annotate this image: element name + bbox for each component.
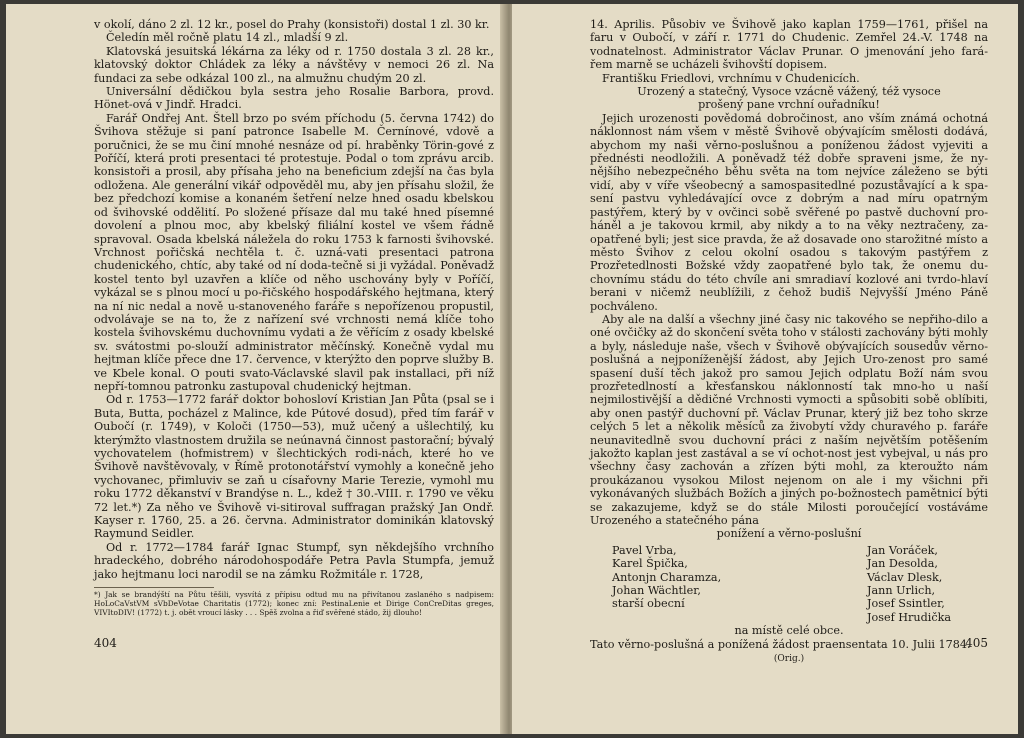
paragraph: 14. Aprilis. Působiv ve Švihově jako kaplan 1759—1761, přišel na faru v Oubočí, v září r. 1771 do Chudenic. Zemřel 24.-V. 1748 na vodnatelnost. Administrator Václav Prunar. O jmenování jeho fará-řem marně se ucházeli švihovští dopisem.: [590, 18, 988, 72]
page-number: 405: [965, 636, 988, 650]
signatory: Antonjn Charamza,: [612, 570, 722, 584]
signatory: Johan Wächtler,: [612, 584, 701, 598]
right-page: [512, 4, 1018, 734]
paragraph: Od r. 1753—1772 farář doktor bohosloví Kristian Jan Půta (psal se i Buta, Butta, pocházel z Malince, kde Pútové dosud), před tím farář v Oubočí (r. 1749), v Koloči (1750—53), muž učený a ušlechtilý, ku kterýmžto vlastnostem družila se neúnavná činnost pastorační; bývalý vychovatelem (hofmistrem) v šlechtických rodi-nách, které ho ve Švihově navštěvovaly, v Římě protonotářství vymohly a konečně jeho vychovanec, přimluviv se zaň u císařovny Marie Terezie, vymohl mu roku 1772 děkanství v Brandýse n. L., kdež † 30.-VIII. r. 1790 ve věku 72 let.*) Za něho ve Švihově vi-sitiroval suffragan pražský Jan Ondř. Kayser r. 1760, 25. a 26. června. Administrator dominikán klatovský Raymund Seidler.: [94, 393, 494, 541]
paragraph: Klatovská jesuitská lékárna za léky od r. 1750 dostala 3 zl. 28 kr., klatovský doktor Chládek za léky a návštěvy v nemoci 26 zl. Na fundaci za sebe odkázal 100 zl., na almužnu chudým 20 zl.: [94, 44, 494, 85]
signatory: Jan Desolda,: [867, 557, 938, 571]
salutation: Urozený a statečný, Vysoce vzácně vážený, též vysoce: [637, 85, 941, 99]
addressee: Františku Friedlovi, vrchnímu v Chudenicích.: [602, 71, 860, 85]
orig-note: (Orig.): [773, 654, 805, 665]
place-line: na místě celé obce.: [734, 624, 844, 638]
signatory: Pavel Vrba,: [612, 543, 677, 557]
paragraph: v okolí, dáno 2 zl. 12 kr., posel do Prahy (konsistoři) dostal 1 zl. 30 kr.: [94, 18, 490, 31]
footnote: *) Jak se brandýští na Půtu těšili, vysvítá z přípisu odtud mu na přivítanou zaslaného s nadpisem: HoLoCaVstVM sVbDeVotae Charitatis (1772); konec zní: PestinaLenie et Dirige ConCreDitas greges, VIVItoDIV! (1772) t. j. obět vroucí lásky . . . Spěš zvolna a řiď svěřené stádo, žij dlouho!: [94, 590, 494, 618]
paragraph: Farář Ondřej Ant. Štell brzo po svém příchodu (5. června 1742) do Švihova stěžuje si paní patronce Isabelle M. Černínové, vdově a poručnici, že se mu činí mnohé nesnáze od pí. hraběnky Törin-gové z Poříčí, která proti presentaci té protestuje. Podal o tom zprávu arcib. konsistoři a prosil, aby přísaha jeho na beneficium zdejší na čas byla odložena. Ale generální vikář odpověděl mu, aby jen přísahu složil, že bez předchozí komise a konaném šetření nelze hned osadu kbelskou od švihovské oddělití. Po složené přísaze dal mu také hned písemné dovolení a plnou moc, aby kbelský filiální kostel ve všem řádně spravoval. Osada kbelská náležela do roku 1753 k farnosti švihovské. Vrchnost pořičská nechtěla t. č. uzná-vati presentaci patrona chudenického, chtíc, aby také od ní doda-tečně si ji vyžádal. Poněvadž kostel tento byl uzavřen a klíče od něho uschovány byly v Poříčí, vykázal se s plnou mocí u po-řičského hospodářského hejtmana, který na ní nic nedal a nově u-stanoveného faráře s nepořízenou propustil, odvolávaje se na to, že z nařízení své vrchnosti nemá klíče toho kostela švihovskému duchovnímu vydati a že věřícím z osady kbelské sv. svátostmi po-slouží administrator měčínský. Konečně vydal mu hejtman klíče přece dne 17. července, v kterýžto den poprve služby B. ve Kbele konal. O pouti svato-Václavské slavil pak installaci, při níž nepří-tomnou patronku zastupoval chudenický hejtman.: [94, 111, 494, 393]
signatures: [590, 544, 988, 624]
signatory: Josef Ssintler,: [867, 597, 945, 611]
salutation: prošený pane vrchní ouřadníku!: [698, 98, 880, 112]
closing-line: Tato věrno-poslušná a ponížená žádost praensentata 10. Julii 1784.: [590, 637, 971, 651]
paragraph: Aby ale na další a všechny jiné časy nic takového se nepřiho-dilo a oné ovčičky až do skončení světa toho v stálosti zachovány býti mohly a byly, následuje naše, všech v Švihově obývajících sousedův věrno-poslušná a nejponíženější žádost, aby Jejich Uro-zenost pro samé spasení duší těch jakož pro samou Jejich odplatu Boží nám svou prozřetedlností a křesťanskou náklonností tak mno-ho u naší nejmilostivější a dědičné Vrchnosti vymocti a spůsobiti sobě oblíbiti, aby onen pastýř duchovní př. Václav Prunar, který již bez toho skrze celých 5 let a několik měsíců za živobytí vždy churavého p. faráře neunavitedlně svou duchovní práci z naším největším potěšením jakožto kaplan jest zastával a se ví ochot-nost jest vybejval, u nás pro všechny časy zachován a zřízen býti mohl, za kteroužto nám proukázanou vysokou Milost nejenom on ale i my všichni při vykonávaných službách Božích a jiných po-božnostech pamětnicí býti se zakazujeme, když se do stále Milosti poroučející vostáváme Urozeného a statečného pána: [590, 312, 988, 528]
signatory: Jan Voráček,: [867, 543, 938, 557]
signatory: Karel Špička,: [612, 557, 688, 571]
signatory: Josef Hrudička: [867, 610, 952, 624]
humble-closing: ponížení a věrno-poslušní: [716, 527, 862, 541]
paragraph: Universální dědičkou byla sestra jeho Rosalie Barbora, provd. Hönet-ová v Jindř. Hradci.: [94, 85, 494, 112]
paragraph: Čeledín měl ročně platu 14 zl., mladší 9 zl.: [106, 31, 349, 45]
paragraph: Jejich urozenosti povědomá dobročinost, ano vším známá ochotná náklonnost nám všem v městě Švihově obývajícím smělosti dodává, abychom my naši věrno-poslušnou a poníženou žádost vyjeviti a přednésti neodložili. A poněvadž též dobře spraveni jsme, že ny-nějšího nebezpečného běhu světa na tom nejvíce záleženo se býti vidí, aby v víře všeobecný a samospasitedlné pozuståvající a k spa-sení pastvu vyhledávající ovce z dobrým a nad míru opatrným pastýřem, který by v ovčinci sobě svěřené po pastvě duchovní pro-háněl a je takovou krmil, aby nikdy a to na věky neztračeny, za-opatřené byli; jest sice pravda, že až dosavade ono starožitné místo a město Švihov z celou okolní osadou s takovým pastýřem z Prozřetedlnosti Božské vždy zaopatřené bylo tak, že onemu du-chovnímu stádu do této chvíle ani smradiaví kozlové ani tvrdo-hlaví berani v ničemž neublížili, z čehož budiš Nejvyšší Jméno Páně pochváleno.: [590, 111, 988, 313]
page-number: 404: [94, 636, 117, 650]
right-page-text: [590, 18, 988, 667]
paragraph: Od r. 1772—1784 farář Ignac Stumpf, syn někdejšího vrchního hradeckého, dobrého národohospodáře Petra Pavla Stumpfa, jemuž jako hejtmanu loci narodil se na zámku Rožmitále r. 1728,: [94, 540, 494, 581]
signatory: Václav Dlesk,: [867, 570, 943, 584]
signatory: starší obecní: [612, 597, 685, 611]
left-page-text: [94, 18, 494, 581]
signatory: Jann Urlich,: [867, 584, 936, 598]
left-page: [6, 4, 506, 734]
